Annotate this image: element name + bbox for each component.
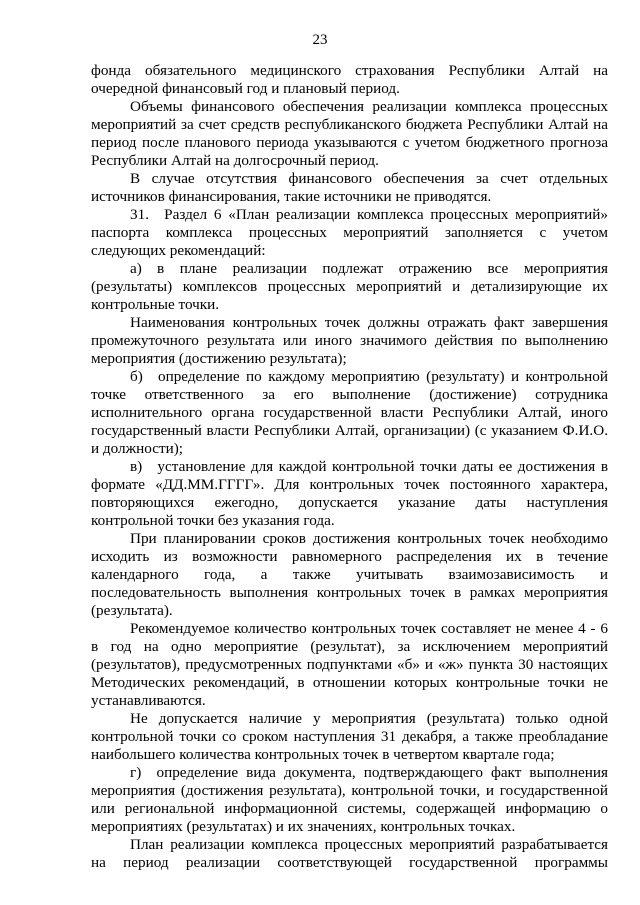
- paragraph-plan-period: План реализации комплекса процессных мероприятий разрабатывается на период реализации соответствующей государственной программы: [91, 836, 608, 871]
- paragraph-item-v: в) установление для каждой контрольной точки даты ее достижения в формате «ДД.ММ.ГГГГ». Для контрольных точек постоянного характера, повторяющихся ежегодно, допускается указание даты наступления контрольной точки без указания года.: [91, 458, 608, 529]
- paragraph-item-g: г) определение вида документа, подтверждающего факт выполнения мероприятия (достижения результата), контрольной точки, и государственной или региональной информационной системы, содержащей информацию о мероприятиях (результатах) и их значениях, контрольных точках.: [91, 764, 608, 835]
- paragraph-fund-continuation: фонда обязательного медицинского страхования Республики Алтай на очередной финансовый год и плановый период.: [91, 62, 608, 97]
- paragraph-single-checkpoint: Не допускается наличие у мероприятия (результата) только одной контрольной точки со сроком наступления 31 декабря, а также преобладание наибольшего количества контрольных точек в четвертом квартале года;: [91, 710, 608, 763]
- paragraph-recommended-count: Рекомендуемое количество контрольных точек составляет не менее 4 - 6 в год на одно мероприятие (результат), за исключением мероприятий (результатов), предусмотренных подпунктами «б» и «ж» пункта 30 настоящих Методических рекомендаций, в отношении которых контрольные точки не устанавливаются.: [91, 620, 608, 709]
- paragraph-planning-deadlines: При планировании сроков достижения контрольных точек необходимо исходить из возможности равномерного распределения их в течение календарного года, а также учитывать взаимозависимость и последовательность выполнения контрольных точек в рамках мероприятия (результата).: [91, 530, 608, 619]
- page-number: 23: [312, 32, 328, 48]
- paragraph-absent-financing: В случае отсутствия финансового обеспечения за счет отдельных источников финансирования, такие источники не приводятся.: [91, 170, 608, 205]
- paragraph-financing-volumes: Объемы финансового обеспечения реализации комплекса процессных мероприятий за счет средств республиканского бюджета Республики Алтай на период после планового периода указываются с учетом бюджетного прогноза Республики Алтай на долгосрочный период.: [91, 98, 608, 169]
- paragraph-checkpoint-names: Наименования контрольных точек должны отражать факт завершения промежуточного результата или иного значимого действия по выполнению мероприятия (достижению результата);: [91, 314, 608, 367]
- paragraph-item-a: а) в плане реализации подлежат отражению все мероприятия (результаты) комплексов процессных мероприятий и детализирующие их контрольные точки.: [91, 260, 608, 313]
- paragraph-item-b: б) определение по каждому мероприятию (результату) и контрольной точке ответственного за его выполнение (достижение) сотрудника исполнительного органа государственной власти Республики Алтай, иного государственный власти Республики Алтай, организации) (с указанием Ф.И.О. и должности);: [91, 368, 608, 457]
- document-body: [91, 62, 608, 872]
- paragraph-section-31: 31. Раздел 6 «План реализации комплекса процессных мероприятий» паспорта комплекса процессных мероприятий заполняется с учетом следующих рекомендаций:: [91, 206, 608, 259]
